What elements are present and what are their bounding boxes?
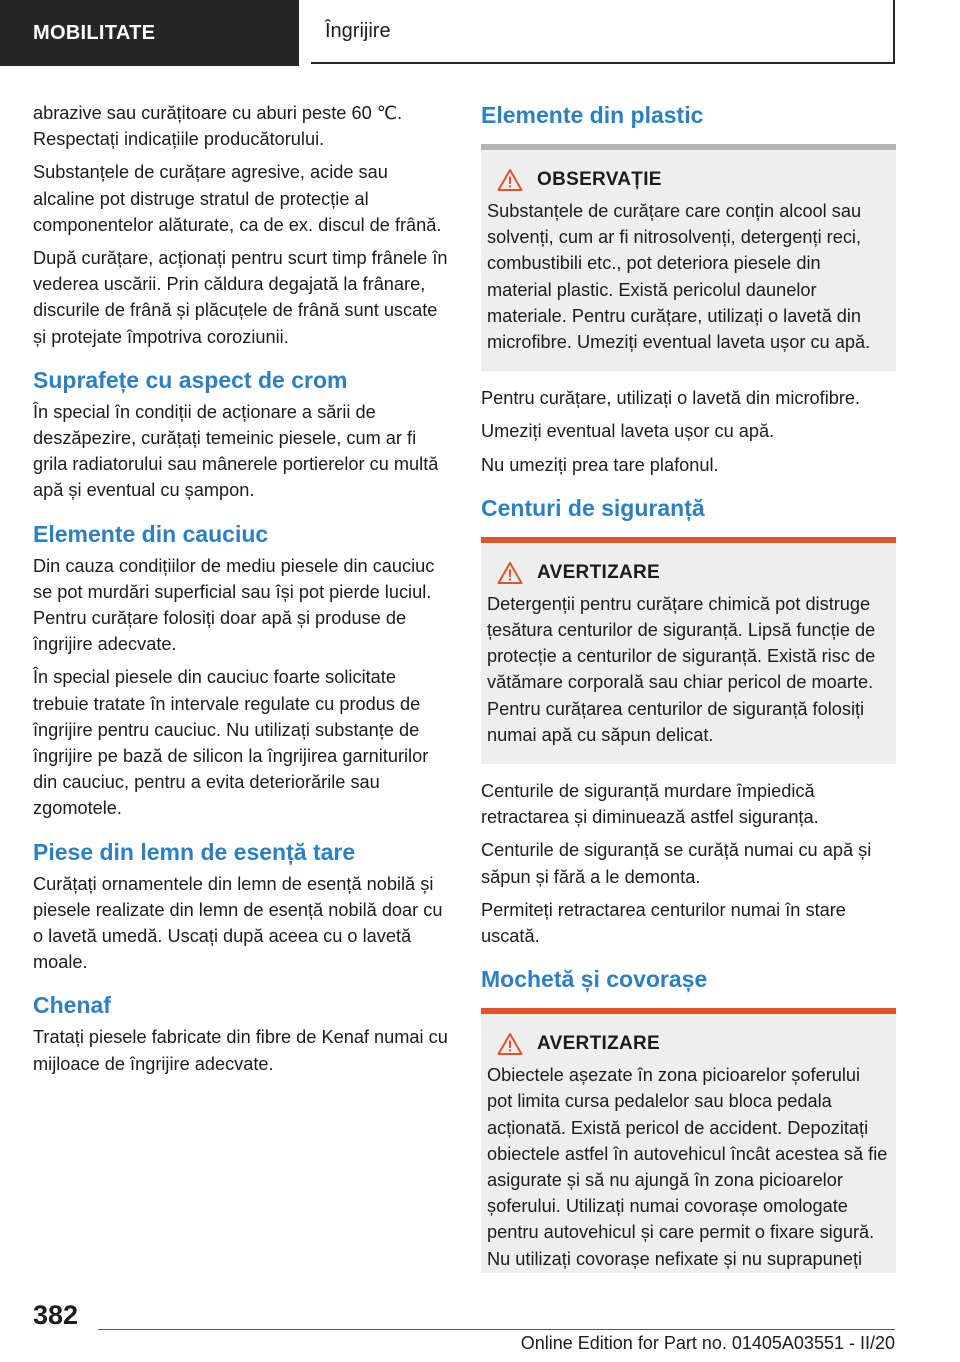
plastic-paragraph-1: Pentru curățare, utilizați o lavetă din microfibre. [481,388,861,409]
belts-paragraph-2: Centurile de siguranță se curăță numai cu apă și săpun și fără a le demonta. [481,840,872,887]
warning-header [497,561,888,585]
carpet-warning-box [481,1014,896,1273]
warning-triangle-icon [497,561,523,585]
notice-text: Substanțele de curățare care conțin alcool sau solvenți, cum ar fi nitrosolvenți, detergenți reci, combustibili etc., pot deteriora piesele din material plastic. Există pericolul daunelor materiale. Pentru curățare, utilizați o lavetă din microfibre. Umeziți eventual laveta ușor cu apă. [487,201,871,353]
carpet-heading: Mochetă și covorașe [481,966,708,993]
rubber-heading: Elemente din cauciuc [33,520,269,547]
chrome-paragraph: În special în condiții de acționare a sării de deszăpezire, curățați temeinic piesele, cum ar fi grila radiatorului sau mânerele portierelor cu multă apă și eventual cu șampon. [33,401,439,501]
intro-paragraph-1: abrazive sau curățitoare cu aburi peste 60 ℃. Respectați indicațiile producătorului. [33,103,403,150]
plastic-heading: Elemente din plastic [481,102,704,128]
warning-triangle-icon [497,1032,523,1056]
right-column [481,100,896,1273]
warning-triangle-icon [497,168,523,192]
belts-warning-box [481,543,896,764]
kenaf-heading: Chenaf [33,992,111,1019]
warning-text: Detergenții pentru curățare chimică pot distruge țesătura centurilor de siguranță. Lipsă funcție de protecție a centurilor de siguranță. Există risc de vătămare corporală sau chiar pericol de moarte. Pentru curățarea centurilor de siguranță folosiți numai apă cu săpun delicat. [487,593,876,745]
left-column [33,100,448,1084]
belts-paragraph-1: Centurile de siguranță murdare împiedică retractarea și diminuează astfel siguranța. [481,781,819,828]
section-label: MOBILITATE [0,0,299,66]
edition-footer: Online Edition for Part no. 01405A03551 - II/20 [520,1333,895,1353]
warning-title: AVERTIZARE [537,561,660,583]
wood-paragraph: Curățați ornamentele din lemn de esență nobilă și piesele realizate din lemn de esență nobilă doar cu o lavetă umedă. Uscați după aceea cu o lavetă moale. [33,873,443,973]
plastic-paragraph-2: Umeziți eventual laveta ușor cu apă. [481,421,775,442]
notice-header [497,168,888,192]
intro-paragraph-2: Substanțele de curățare agresive, acide sau alcaline pot distruge stratul de protecție al componentelor alăturate, ca de ex. discul de frână. [33,162,442,235]
warning-header [497,1032,888,1056]
intro-paragraph-3: După curățare, acționați pentru scurt timp frânele în vederea uscării. Prin căldura degajată la frânare, discurile de frână și plăcuțele de frână sunt uscate și protejate împotriva coroziunii. [33,248,448,347]
warning-text: Obiectele așezate în zona picioarelor șoferului pot limita cursa pedalelor sau bloca pedala acționată. Există pericol de accident. Depozitați obiectele astfel în autovehicul încât acestea să fie asigurate și să nu ajungă în zona picioarelor șoferului. Utilizați numai covorașe omologate pentru autovehicul și care permit o fixare sigură. Nu utilizați covorașe nefixate și nu suprapuneți [487,1065,888,1269]
page-number: 382 [33,1300,79,1330]
plastic-paragraph-3: Nu umeziți prea tare plafonul. [481,454,719,475]
rubber-paragraph-1: Din cauza condițiilor de mediu piesele din cauciuc se pot murdări superficial sau își pot pierde luciul. Pentru curățare folosiți doar apă și produse de îngrijire adecvate. [33,555,435,655]
wood-heading: Piese din lemn de esență tare [33,838,356,865]
page-header [0,0,960,66]
plastic-notice-box [481,150,896,371]
kenaf-paragraph: Tratați piesele fabricate din fibre de Kenaf numai cu mijloace de îngrijire adecvate. [33,1027,448,1074]
chrome-heading: Suprafețe cu aspect de crom [33,366,348,393]
warning-title: AVERTIZARE [537,1033,660,1055]
rubber-paragraph-2: În special piesele din cauciuc foarte solicitate trebuie tratate în intervale regulate cu produs de îngrijire pentru cauciuc. Nu utilizați substanțe de îngrijire pe bază de silicon la îngrijirea garniturilor din cauciuc, pentru a evita deteriorările sau zgomotele. [33,667,429,819]
belts-heading: Centuri de siguranță [481,494,705,521]
footer-rule [98,1329,895,1330]
topic-label: Îngrijire [311,0,895,64]
belts-paragraph-3: Permiteți retractarea centurilor numai în stare uscată. [481,899,846,947]
notice-title: OBSERVAȚIE [537,169,662,190]
